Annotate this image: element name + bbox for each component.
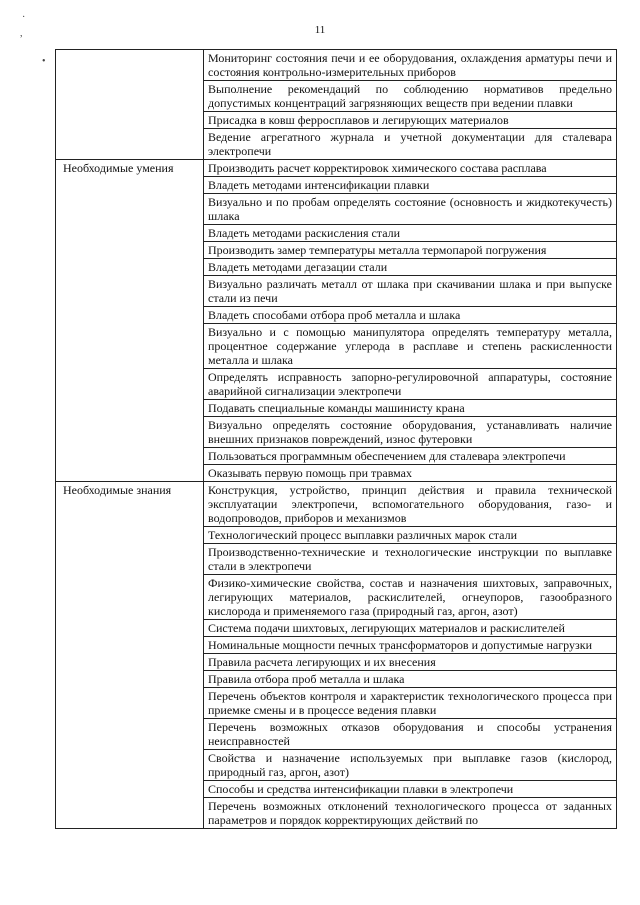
- item-cell: Выполнение рекомендаций по соблюдению нормативов предельно допустимых концентраций загрязняющих веществ при ведении плавки: [204, 81, 617, 112]
- item-cell: Подавать специальные команды машинисту крана: [204, 400, 617, 417]
- table-row: [56, 160, 617, 177]
- item-cell: Ведение агрегатного журнала и учетной документации для сталевара электропечи: [204, 129, 617, 160]
- item-cell: Владеть методами интенсификации плавки: [204, 177, 617, 194]
- item-cell: Визуально и с помощью манипулятора определять температуру металла, процентное содержание углерода в расплаве и степень раскисленности металла и шлака: [204, 324, 617, 369]
- item-cell: Конструкция, устройство, принцип действия и правила технической эксплуатации электропечи, вспомогательного оборудования, газо- и водопроводов, приборов и механизмов: [204, 482, 617, 527]
- item-cell: Владеть методами дегазации стали: [204, 259, 617, 276]
- item-cell: Способы и средства интенсификации плавки в электропечи: [204, 781, 617, 798]
- item-cell: Система подачи шихтовых, легирующих материалов и раскислителей: [204, 620, 617, 637]
- item-cell: Физико-химические свойства, состав и назначения шихтовых, заправочных, легирующих материалов, раскислителей, огнеупоров, газообразного кислорода и применяемого газа (природный газ, аргон, азот): [204, 575, 617, 620]
- item-cell: Визуально и по пробам определять состояние (основность и жидкотекучесть) шлака: [204, 194, 617, 225]
- margin-mark: ·: [22, 12, 26, 23]
- item-cell: Определять исправность запорно-регулировочной аппаратуры, состояние аварийной сигнализации электропечи: [204, 369, 617, 400]
- item-cell: Присадка в ковш ферросплавов и легирующих материалов: [204, 112, 617, 129]
- table-row: [56, 50, 617, 81]
- item-cell: Перечень объектов контроля и характеристик технологического процесса при приемке смены и в процессе ведения плавки: [204, 688, 617, 719]
- item-cell: Правила отбора проб металла и шлака: [204, 671, 617, 688]
- table-row: [56, 482, 617, 527]
- item-cell: Мониторинг состояния печи и ее оборудования, охлаждения арматуры печи и состояния контрольно-измерительных приборов: [204, 50, 617, 81]
- item-cell: Перечень возможных отклонений технологического процесса от заданных параметров и порядок корректирующих действий по: [204, 798, 617, 829]
- item-cell: Номинальные мощности печных трансформаторов и допустимые нагрузки: [204, 637, 617, 654]
- item-cell: Правила расчета легирующих и их внесения: [204, 654, 617, 671]
- item-cell: Перечень возможных отказов оборудования и способы устранения неисправностей: [204, 719, 617, 750]
- item-cell: Оказывать первую помощь при травмах: [204, 465, 617, 482]
- item-cell: Производить замер температуры металла термопарой погружения: [204, 242, 617, 259]
- margin-mark: ,: [20, 28, 23, 39]
- margin-mark: •: [42, 56, 46, 67]
- item-cell: Производственно-технические и технологические инструкции по выплавке стали в электропечи: [204, 544, 617, 575]
- item-cell: Свойства и назначение используемых при выплавке газов (кислород, природный газ, аргон, азот): [204, 750, 617, 781]
- item-cell: Визуально различать металл от шлака при скачивании шлака и при выпуске стали из печи: [204, 276, 617, 307]
- qualification-table: [55, 49, 617, 829]
- item-cell: Владеть способами отбора проб металла и шлака: [204, 307, 617, 324]
- item-cell: Визуально определять состояние оборудования, устанавливать наличие внешних признаков повреждений, износ футеровки: [204, 417, 617, 448]
- page-number: 11: [314, 24, 326, 36]
- category-cell: Необходимые умения: [56, 160, 204, 482]
- category-cell: Необходимые знания: [56, 482, 204, 829]
- item-cell: Технологический процесс выплавки различных марок стали: [204, 527, 617, 544]
- item-cell: Пользоваться программным обеспечением для сталевара электропечи: [204, 448, 617, 465]
- item-cell: Производить расчет корректировок химического состава расплава: [204, 160, 617, 177]
- item-cell: Владеть методами раскисления стали: [204, 225, 617, 242]
- category-cell: [56, 50, 204, 160]
